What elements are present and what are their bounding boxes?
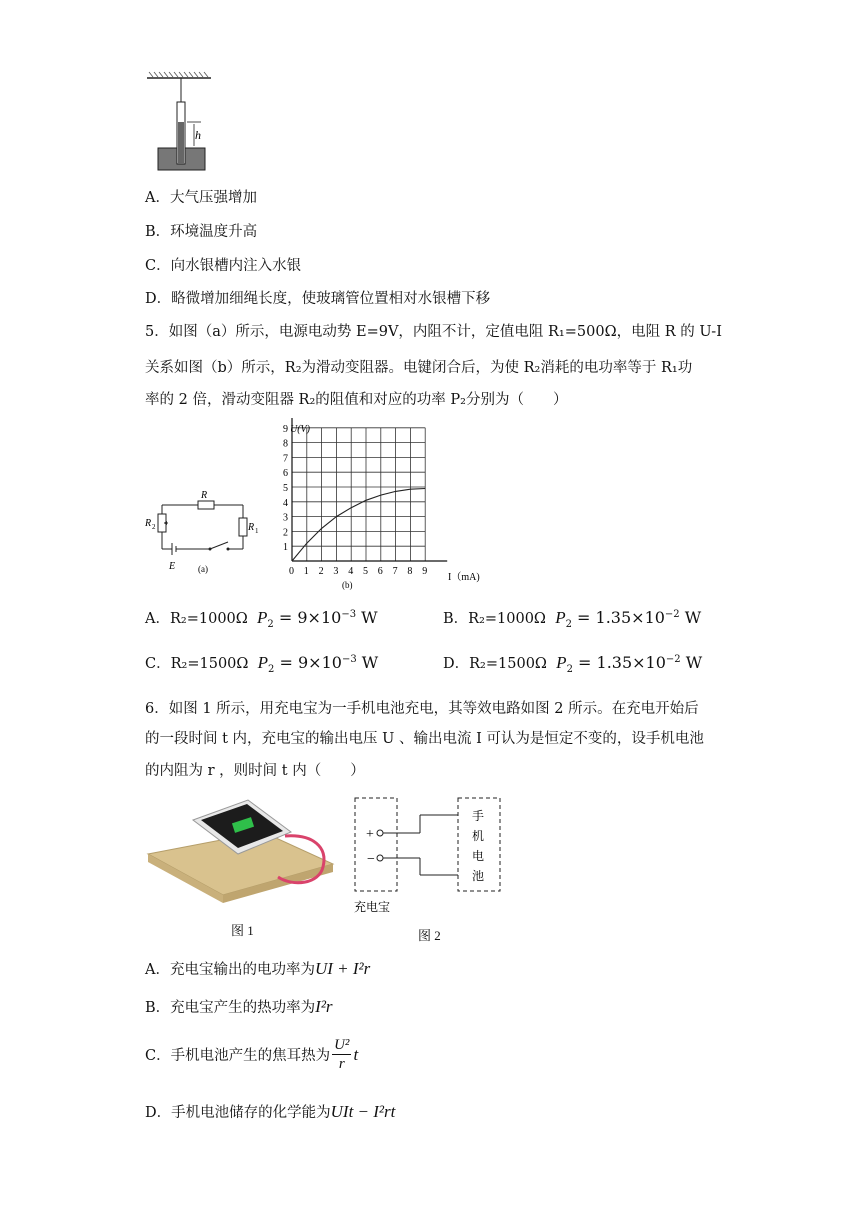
ceiling-hatch [147, 72, 211, 78]
x-tick-label: 8 [407, 566, 413, 577]
e-label: E [169, 561, 176, 572]
charger-dashed-box [355, 798, 397, 891]
y-tick-label: 1 [283, 542, 288, 554]
x-tick-label: 9 [422, 566, 428, 577]
q4-option-d: D．略微增加细绳长度，使玻璃管位置相对水银槽下移 [145, 291, 491, 307]
q5-option-a: A．R₂=1000Ω $P_2 = 9\times 10^{-3}$ W [145, 608, 378, 630]
formula-a: UI + I²r [314, 959, 371, 978]
x-axis-label: I（mA) [448, 572, 480, 583]
battery-label-4: 池 [472, 869, 485, 883]
x-tick-label: 0 [289, 566, 294, 577]
minus-terminal: − [367, 852, 375, 867]
x-tick-label: 5 [363, 566, 368, 577]
power-bank-photo [143, 792, 338, 907]
q6-option-b: B．充电宝产生的热功率为I²r [145, 997, 333, 1016]
formula-d: UIt − I²rt [330, 1102, 396, 1121]
y-tick-label: 5 [283, 483, 288, 494]
x-tick-label: 6 [377, 566, 383, 577]
y-tick-label: 8 [283, 438, 288, 450]
r-label: R [201, 490, 208, 501]
h-label: h [195, 128, 201, 142]
q5-option-c: C．R₂=1500Ω $P_2 = 9\times 10^{-3}$ W [145, 653, 379, 675]
u-i-graph [278, 418, 498, 593]
y-tick-label: 9 [283, 423, 288, 435]
q6-stem-line-2: 的一段时间 t 内，充电宝的输出电压 U 、输出电流 I 可认为是恒定不变的，设手机电池 [145, 731, 704, 747]
u-i-curve [292, 489, 425, 562]
resistor-r1 [239, 518, 247, 536]
figure-2-caption: 图 2 [418, 928, 441, 943]
q5-option-b: B．R₂=1000Ω $P_2 = 1.35\times 10^{-2}$ W [443, 608, 702, 630]
y-tick-label: 6 [283, 468, 288, 480]
plus-terminal: + [366, 827, 374, 842]
q6-stem-line-3: 的内阻为 r ，则时间 t 内（ ） [145, 763, 365, 779]
r2-subscript: 2 [152, 523, 156, 531]
q4-option-b: B．环境温度升高 [145, 224, 258, 240]
q5-option-d: D．R₂=1500Ω $P_2 = 1.35\times 10^{-2}$ W [443, 653, 703, 675]
y-tick-label: 2 [283, 527, 288, 539]
q6-option-d: D．手机电池储存的化学能为UIt − I²rt [145, 1102, 396, 1121]
q6-option-a: A．充电宝输出的电功率为UI + I²r [145, 959, 371, 978]
x-tick-label: 4 [348, 566, 354, 577]
y-tick-label: 3 [283, 512, 288, 524]
y-tick-label: 4 [283, 497, 288, 509]
x-tick-label: 3 [333, 566, 339, 577]
r1-label: R [248, 522, 255, 533]
q6-option-c: C．手机电池产生的焦耳热为 U² r t [145, 1037, 359, 1072]
r1-subscript: 1 [255, 527, 259, 535]
y-tick-label: 7 [283, 453, 288, 465]
q4-option-c: C．向水银槽内注入水银 [145, 258, 302, 274]
mercury-column [178, 122, 184, 164]
q5-stem-line-2: 关系如图（b）所示，R₂为滑动变阻器。电键闭合后，为使 R₂消耗的电功率等于 R₁功 [145, 360, 693, 376]
circuit-diagram-a [140, 485, 270, 580]
formula-b: I²r [315, 997, 333, 1016]
battery-label-1: 手 [472, 809, 485, 823]
mercury-tube-figure [145, 70, 215, 175]
x-tick-label: 2 [318, 566, 324, 577]
switch-blade [210, 542, 228, 549]
q4-option-a: A．大气压强增加 [145, 190, 257, 206]
q6-stem-line-1: 6．如图 1 所示，用充电宝为一手机电池充电，其等效电路如图 2 所示。在充电开始后 [145, 701, 699, 717]
figure-1-caption: 图 1 [231, 923, 254, 938]
equivalent-circuit [350, 793, 510, 918]
x-tick-label: 1 [303, 566, 309, 577]
x-tick-label: 7 [392, 566, 398, 577]
caption-a: (a) [198, 564, 208, 574]
q5-stem-line-1: 5．如图（a）所示，电源电动势 E=9V，内阻不计，定值电阻 R₁=500Ω，电阻 R 的 U-I [145, 324, 722, 340]
r2-label: R [145, 518, 152, 529]
fraction: U² r [334, 1037, 350, 1072]
y-axis-label: U(V) [290, 424, 310, 435]
caption-b: (b) [342, 580, 353, 590]
charger-label: 充电宝 [354, 900, 391, 914]
q5-stem-line-3: 率的 2 倍，滑动变阻器 R₂的阻值和对应的功率 P₂分别为（ ） [145, 392, 568, 408]
battery-label-2: 机 [472, 829, 485, 843]
battery-label-3: 电 [472, 849, 485, 863]
resistor-r [198, 501, 214, 509]
